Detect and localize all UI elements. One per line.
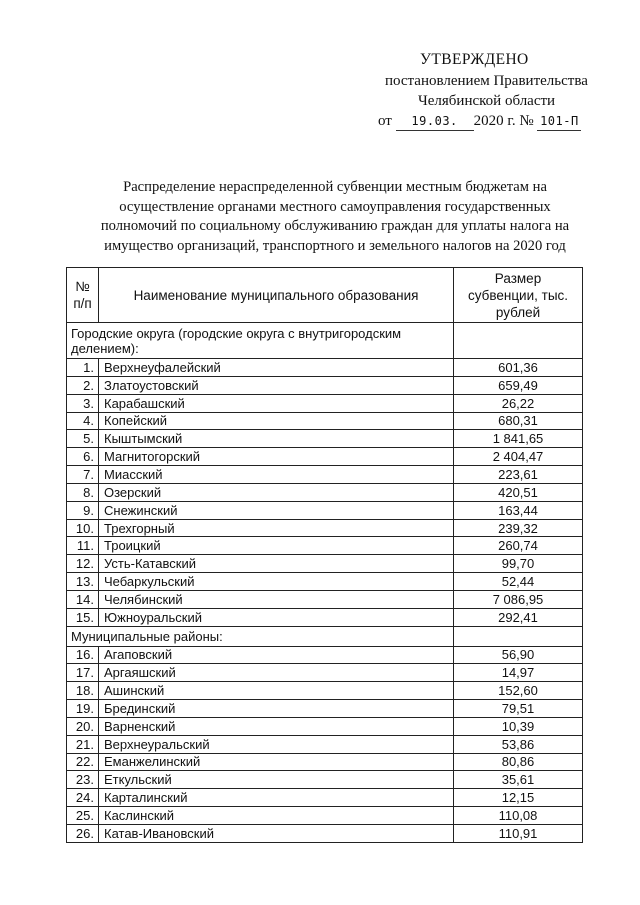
- row-subvention-value: 14,97: [454, 664, 583, 682]
- row-municipality-name: Каслинский: [99, 807, 454, 825]
- row-municipality-name: Миасский: [99, 466, 454, 484]
- approval-date: 19.03.: [396, 115, 474, 131]
- header-amount: Размер субвенции, тыс. рублей: [454, 268, 583, 323]
- table-row: [67, 448, 583, 466]
- row-municipality-name: Карабашский: [99, 394, 454, 412]
- row-subvention-value: 35,61: [454, 771, 583, 789]
- row-subvention-value: 260,74: [454, 537, 583, 555]
- row-number: 18.: [67, 682, 99, 700]
- row-municipality-name: Еткульский: [99, 771, 454, 789]
- approval-title: УТВЕРЖДЕНО: [420, 51, 529, 68]
- section-empty-cell: [454, 626, 583, 646]
- row-number: 19.: [67, 700, 99, 718]
- row-municipality-name: Верхнеуральский: [99, 735, 454, 753]
- row-subvention-value: 7 086,95: [454, 590, 583, 608]
- row-municipality-name: Ашинский: [99, 682, 454, 700]
- row-subvention-value: 26,22: [454, 394, 583, 412]
- row-subvention-value: 223,61: [454, 466, 583, 484]
- row-number: 1.: [67, 359, 99, 377]
- row-municipality-name: Златоустовский: [99, 376, 454, 394]
- table-row: [67, 412, 583, 430]
- section-row-urban-districts: [67, 323, 583, 359]
- row-number: 16.: [67, 646, 99, 664]
- row-municipality-name: Магнитогорский: [99, 448, 454, 466]
- row-subvention-value: 80,86: [454, 753, 583, 771]
- approval-line-1: постановлением Правительства: [385, 73, 588, 89]
- row-subvention-value: 52,44: [454, 573, 583, 591]
- row-municipality-name: Трехгорный: [99, 519, 454, 537]
- approval-line-2: Челябинской области: [418, 93, 556, 109]
- table-row: [67, 807, 583, 825]
- row-subvention-value: 239,32: [454, 519, 583, 537]
- row-number: 22.: [67, 753, 99, 771]
- row-municipality-name: Южноуральский: [99, 608, 454, 626]
- section-label-urban-districts: Городские округа (городские округа с внутригородским делением):: [67, 323, 454, 359]
- row-municipality-name: Еманжелинский: [99, 753, 454, 771]
- row-municipality-name: Карталинский: [99, 789, 454, 807]
- row-number: 5.: [67, 430, 99, 448]
- table-row: [67, 376, 583, 394]
- row-subvention-value: 292,41: [454, 608, 583, 626]
- table-row: [67, 537, 583, 555]
- table-row: [67, 700, 583, 718]
- table-row: [67, 359, 583, 377]
- row-subvention-value: 601,36: [454, 359, 583, 377]
- row-number: 24.: [67, 789, 99, 807]
- header-name: Наименование муниципального образования: [99, 268, 454, 323]
- row-number: 2.: [67, 376, 99, 394]
- row-municipality-name: Копейский: [99, 412, 454, 430]
- row-subvention-value: 99,70: [454, 555, 583, 573]
- approval-date-line: [378, 112, 581, 131]
- table-row: [67, 682, 583, 700]
- table-row: [67, 735, 583, 753]
- document-title: Распределение нераспределенной субвенции местным бюджетам на осуществление органами местного самоуправления государственных полномочий по социальному обслуживанию граждан для уплаты налога на имущество организаций, транспортного и земельного налогов на 2020 год: [100, 179, 570, 254]
- section-label-municipal-districts: Муниципальные районы:: [67, 626, 454, 646]
- row-municipality-name: Троицкий: [99, 537, 454, 555]
- row-number: 20.: [67, 717, 99, 735]
- row-number: 4.: [67, 412, 99, 430]
- table-row: [67, 483, 583, 501]
- row-subvention-value: 659,49: [454, 376, 583, 394]
- table-row: [67, 824, 583, 842]
- row-number: 10.: [67, 519, 99, 537]
- section-empty-cell: [454, 323, 583, 359]
- row-subvention-value: 110,08: [454, 807, 583, 825]
- row-municipality-name: Усть-Катавский: [99, 555, 454, 573]
- row-municipality-name: Агаповский: [99, 646, 454, 664]
- row-number: 8.: [67, 483, 99, 501]
- table-row: [67, 501, 583, 519]
- row-municipality-name: Аргаяшский: [99, 664, 454, 682]
- row-subvention-value: 152,60: [454, 682, 583, 700]
- table-row: [67, 555, 583, 573]
- row-municipality-name: Чебаркульский: [99, 573, 454, 591]
- row-subvention-value: 79,51: [454, 700, 583, 718]
- approval-from-prefix: от: [378, 113, 392, 129]
- row-number: 7.: [67, 466, 99, 484]
- row-subvention-value: 10,39: [454, 717, 583, 735]
- row-municipality-name: Челябинский: [99, 590, 454, 608]
- table-row: [67, 466, 583, 484]
- table-row: [67, 590, 583, 608]
- row-municipality-name: Верхнеуфалейский: [99, 359, 454, 377]
- row-subvention-value: 2 404,47: [454, 448, 583, 466]
- approval-year-number-label: 2020 г. №: [473, 113, 534, 129]
- row-number: 15.: [67, 608, 99, 626]
- row-subvention-value: 163,44: [454, 501, 583, 519]
- row-municipality-name: Кыштымский: [99, 430, 454, 448]
- table-row: [67, 664, 583, 682]
- section-row-municipal-districts: [67, 626, 583, 646]
- row-subvention-value: 53,86: [454, 735, 583, 753]
- header-number: № п/п: [67, 268, 99, 323]
- table-row: [67, 771, 583, 789]
- table-row: [67, 394, 583, 412]
- row-number: 21.: [67, 735, 99, 753]
- row-number: 14.: [67, 590, 99, 608]
- row-number: 26.: [67, 824, 99, 842]
- row-number: 25.: [67, 807, 99, 825]
- row-number: 9.: [67, 501, 99, 519]
- row-subvention-value: 56,90: [454, 646, 583, 664]
- row-subvention-value: 1 841,65: [454, 430, 583, 448]
- row-number: 11.: [67, 537, 99, 555]
- row-number: 12.: [67, 555, 99, 573]
- row-municipality-name: Озерский: [99, 483, 454, 501]
- row-number: 3.: [67, 394, 99, 412]
- subvention-table: [66, 267, 583, 843]
- table-header-row: [67, 268, 583, 323]
- row-number: 17.: [67, 664, 99, 682]
- row-municipality-name: Брединский: [99, 700, 454, 718]
- row-number: 13.: [67, 573, 99, 591]
- row-municipality-name: Варненский: [99, 717, 454, 735]
- row-number: 6.: [67, 448, 99, 466]
- row-subvention-value: 12,15: [454, 789, 583, 807]
- table-row: [67, 646, 583, 664]
- table-row: [67, 608, 583, 626]
- table-row: [67, 430, 583, 448]
- table-body: [67, 323, 583, 843]
- table-row: [67, 717, 583, 735]
- row-number: 23.: [67, 771, 99, 789]
- row-subvention-value: 680,31: [454, 412, 583, 430]
- table-row: [67, 519, 583, 537]
- table-row: [67, 753, 583, 771]
- table-row: [67, 573, 583, 591]
- row-municipality-name: Катав-Ивановский: [99, 824, 454, 842]
- table-row: [67, 789, 583, 807]
- approval-number: 101-П: [537, 115, 581, 131]
- row-subvention-value: 110,91: [454, 824, 583, 842]
- row-municipality-name: Снежинский: [99, 501, 454, 519]
- row-subvention-value: 420,51: [454, 483, 583, 501]
